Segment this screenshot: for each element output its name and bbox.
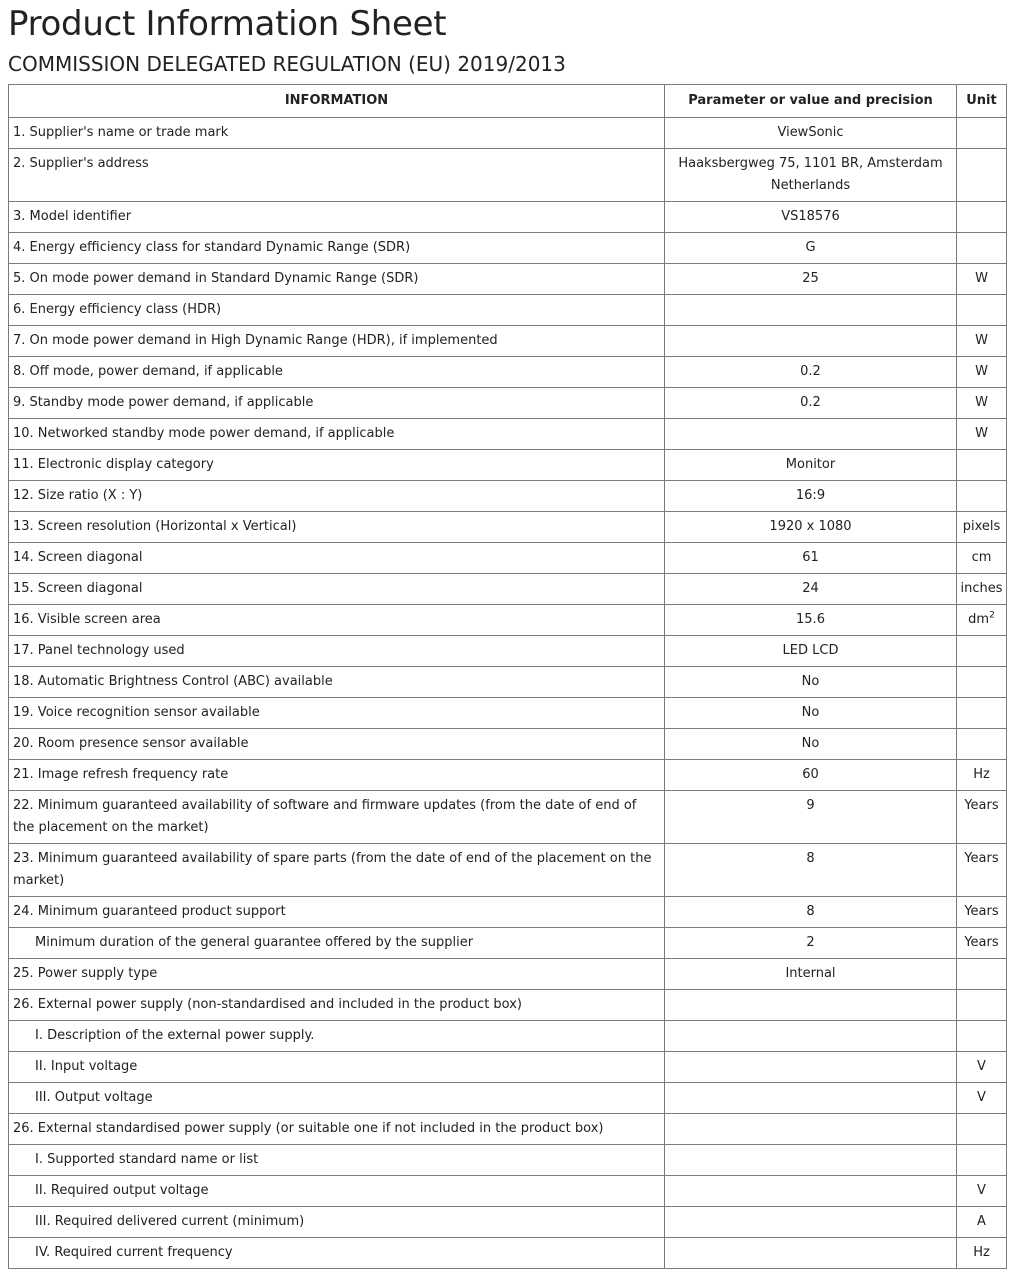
unit-cell	[957, 1207, 1007, 1238]
value-cell	[665, 1207, 957, 1238]
table-row	[9, 149, 1007, 202]
unit-text: inches	[960, 581, 1003, 596]
table-row	[9, 990, 1007, 1021]
unit-text: W	[975, 364, 988, 379]
value-text: Monitor	[785, 457, 836, 472]
unit-cell	[957, 450, 1007, 481]
regulation-subtitle: COMMISSION DELEGATED REGULATION (EU) 2019/2013	[8, 52, 566, 76]
info-cell: 5. On mode power demand in Standard Dynamic Range (SDR)	[9, 264, 665, 295]
table-row	[9, 388, 1007, 419]
value-cell	[665, 605, 957, 636]
value-cell	[665, 791, 957, 844]
table-row	[9, 760, 1007, 791]
unit-text: V	[977, 1059, 986, 1074]
table-row	[9, 791, 1007, 844]
table-row	[9, 897, 1007, 928]
unit-cell	[957, 295, 1007, 326]
info-cell: 19. Voice recognition sensor available	[9, 698, 665, 729]
value-text: No	[801, 674, 820, 689]
unit-superscript: 2	[989, 610, 995, 621]
value-cell	[665, 698, 957, 729]
unit-text: W	[975, 333, 988, 348]
table-row	[9, 1145, 1007, 1176]
unit-cell	[957, 481, 1007, 512]
value-cell	[665, 264, 957, 295]
table-row	[9, 1176, 1007, 1207]
unit-cell	[957, 1114, 1007, 1145]
unit-cell	[957, 1021, 1007, 1052]
info-cell: III. Required delivered current (minimum)	[9, 1207, 665, 1238]
column-header-unit: Unit	[957, 85, 1007, 118]
table-row	[9, 450, 1007, 481]
value-cell	[665, 1114, 957, 1145]
unit-cell	[957, 959, 1007, 990]
info-cell: 9. Standby mode power demand, if applicable	[9, 388, 665, 419]
value-cell	[665, 118, 957, 149]
value-cell	[665, 202, 957, 233]
value-text: 0.2	[800, 395, 821, 410]
info-cell: 20. Room presence sensor available	[9, 729, 665, 760]
info-cell: 2. Supplier's address	[9, 149, 665, 202]
table-row	[9, 844, 1007, 897]
info-cell: 13. Screen resolution (Horizontal x Vertical)	[9, 512, 665, 543]
value-cell	[665, 149, 957, 202]
value-cell	[665, 844, 957, 897]
column-header-parameter: Parameter or value and precision	[665, 85, 957, 118]
info-cell: 25. Power supply type	[9, 959, 665, 990]
value-cell	[665, 729, 957, 760]
table-row	[9, 419, 1007, 450]
info-cell: 16. Visible screen area	[9, 605, 665, 636]
value-text: VS18576	[781, 209, 840, 224]
unit-cell	[957, 1145, 1007, 1176]
table-row	[9, 543, 1007, 574]
value-text: G	[805, 240, 816, 255]
value-cell	[665, 326, 957, 357]
unit-text: Years	[964, 935, 999, 950]
unit-cell	[957, 897, 1007, 928]
unit-cell	[957, 667, 1007, 698]
table-row	[9, 295, 1007, 326]
table-row	[9, 264, 1007, 295]
unit-cell	[957, 698, 1007, 729]
unit-cell	[957, 512, 1007, 543]
value-cell	[665, 897, 957, 928]
table-row	[9, 605, 1007, 636]
value-text: 16:9	[795, 488, 826, 503]
value-text: No	[801, 736, 820, 751]
unit-cell	[957, 543, 1007, 574]
value-cell	[665, 1238, 957, 1269]
unit-cell	[957, 388, 1007, 419]
table-row	[9, 667, 1007, 698]
value-cell	[665, 419, 957, 450]
unit-text: V	[977, 1183, 986, 1198]
unit-cell	[957, 1238, 1007, 1269]
value-cell	[665, 1052, 957, 1083]
unit-text: cm	[971, 550, 992, 565]
table-row	[9, 1238, 1007, 1269]
info-cell: 4. Energy efficiency class for standard Dynamic Range (SDR)	[9, 233, 665, 264]
table-row	[9, 512, 1007, 543]
value-text-line2: Netherlands	[770, 178, 851, 193]
value-text: Internal	[785, 966, 836, 981]
info-cell: Minimum duration of the general guarantee offered by the supplier	[9, 928, 665, 959]
table-row	[9, 233, 1007, 264]
value-text: 15.6	[796, 612, 825, 627]
value-cell	[665, 295, 957, 326]
table-row	[9, 959, 1007, 990]
value-cell	[665, 990, 957, 1021]
table-row	[9, 1083, 1007, 1114]
value-cell	[665, 1083, 957, 1114]
info-cell: 21. Image refresh frequency rate	[9, 760, 665, 791]
info-cell: 26. External standardised power supply (or suitable one if not included in the product box)	[9, 1114, 665, 1145]
info-cell: 24. Minimum guaranteed product support	[9, 897, 665, 928]
table-row	[9, 1021, 1007, 1052]
info-cell: 12. Size ratio (X : Y)	[9, 481, 665, 512]
unit-cell	[957, 990, 1007, 1021]
value-cell	[665, 928, 957, 959]
value-text: 25	[802, 271, 819, 286]
value-text: ViewSonic	[777, 125, 844, 140]
table-row	[9, 698, 1007, 729]
unit-cell	[957, 1052, 1007, 1083]
unit-cell	[957, 1083, 1007, 1114]
value-text: 0.2	[800, 364, 821, 379]
unit-text: Years	[964, 798, 999, 813]
value-text: LED LCD	[782, 643, 839, 658]
unit-cell	[957, 1176, 1007, 1207]
unit-cell	[957, 605, 1007, 636]
value-text: 2	[806, 935, 815, 950]
value-text: No	[801, 705, 820, 720]
column-header-information: INFORMATION	[9, 85, 665, 118]
unit-cell	[957, 326, 1007, 357]
value-cell	[665, 959, 957, 990]
table-row	[9, 636, 1007, 667]
table-header-row	[9, 85, 1007, 118]
unit-text: W	[975, 426, 988, 441]
table-row	[9, 118, 1007, 149]
value-cell	[665, 512, 957, 543]
unit-cell	[957, 202, 1007, 233]
unit-cell	[957, 574, 1007, 605]
table-row	[9, 928, 1007, 959]
value-cell	[665, 760, 957, 791]
unit-text: Years	[964, 851, 999, 866]
unit-cell	[957, 419, 1007, 450]
value-cell	[665, 667, 957, 698]
value-cell	[665, 1145, 957, 1176]
info-cell: 23. Minimum guaranteed availability of spare parts (from the date of end of the placement on the market)	[9, 844, 665, 897]
info-cell: 11. Electronic display category	[9, 450, 665, 481]
unit-text: W	[975, 395, 988, 410]
table-row	[9, 326, 1007, 357]
info-cell: I. Description of the external power supply.	[9, 1021, 665, 1052]
info-cell: 8. Off mode, power demand, if applicable	[9, 357, 665, 388]
unit-cell	[957, 118, 1007, 149]
value-text: 8	[806, 851, 815, 866]
value-cell	[665, 388, 957, 419]
unit-text: V	[977, 1090, 986, 1105]
unit-cell	[957, 636, 1007, 667]
value-cell	[665, 543, 957, 574]
unit-cell	[957, 844, 1007, 897]
unit-cell	[957, 233, 1007, 264]
value-cell	[665, 636, 957, 667]
unit-text: dm	[968, 612, 990, 627]
info-cell: 10. Networked standby mode power demand, if applicable	[9, 419, 665, 450]
value-text: Haaksbergweg 75, 1101 BR, Amsterdam	[678, 156, 943, 171]
table-row	[9, 729, 1007, 760]
info-cell: 6. Energy efficiency class (HDR)	[9, 295, 665, 326]
table-row	[9, 574, 1007, 605]
unit-text: Hz	[973, 1245, 990, 1260]
unit-text: A	[977, 1214, 986, 1229]
unit-text: pixels	[962, 519, 1001, 534]
info-cell: 26. External power supply (non-standardised and included in the product box)	[9, 990, 665, 1021]
value-text: 1920 x 1080	[769, 519, 852, 534]
info-cell: 17. Panel technology used	[9, 636, 665, 667]
unit-cell	[957, 149, 1007, 202]
unit-text: Hz	[973, 767, 990, 782]
info-cell: I. Supported standard name or list	[9, 1145, 665, 1176]
info-cell: II. Required output voltage	[9, 1176, 665, 1207]
value-cell	[665, 233, 957, 264]
info-cell: 3. Model identifier	[9, 202, 665, 233]
page-title: Product Information Sheet	[8, 4, 447, 44]
table-row	[9, 1114, 1007, 1145]
info-cell: III. Output voltage	[9, 1083, 665, 1114]
unit-cell	[957, 357, 1007, 388]
value-text: 8	[806, 904, 815, 919]
info-cell: II. Input voltage	[9, 1052, 665, 1083]
unit-cell	[957, 928, 1007, 959]
table-row	[9, 1052, 1007, 1083]
info-cell: 7. On mode power demand in High Dynamic Range (HDR), if implemented	[9, 326, 665, 357]
value-text: 60	[802, 767, 819, 782]
value-text: 9	[806, 798, 815, 813]
value-cell	[665, 481, 957, 512]
value-cell	[665, 357, 957, 388]
value-text: 61	[802, 550, 819, 565]
unit-cell	[957, 791, 1007, 844]
info-cell: 15. Screen diagonal	[9, 574, 665, 605]
info-cell: 14. Screen diagonal	[9, 543, 665, 574]
info-cell: IV. Required current frequency	[9, 1238, 665, 1269]
value-cell	[665, 574, 957, 605]
product-information-table	[8, 84, 1007, 1269]
table-row	[9, 1207, 1007, 1238]
unit-cell	[957, 264, 1007, 295]
info-cell: 18. Automatic Brightness Control (ABC) available	[9, 667, 665, 698]
unit-text: Years	[964, 904, 999, 919]
table-row	[9, 357, 1007, 388]
value-cell	[665, 450, 957, 481]
info-cell: 1. Supplier's name or trade mark	[9, 118, 665, 149]
table-row	[9, 202, 1007, 233]
value-cell	[665, 1176, 957, 1207]
unit-cell	[957, 760, 1007, 791]
value-text: 24	[802, 581, 819, 596]
table-row	[9, 481, 1007, 512]
info-cell: 22. Minimum guaranteed availability of software and firmware updates (from the date of end of the placement on the market)	[9, 791, 665, 844]
unit-text: W	[975, 271, 988, 286]
unit-cell	[957, 729, 1007, 760]
value-cell	[665, 1021, 957, 1052]
